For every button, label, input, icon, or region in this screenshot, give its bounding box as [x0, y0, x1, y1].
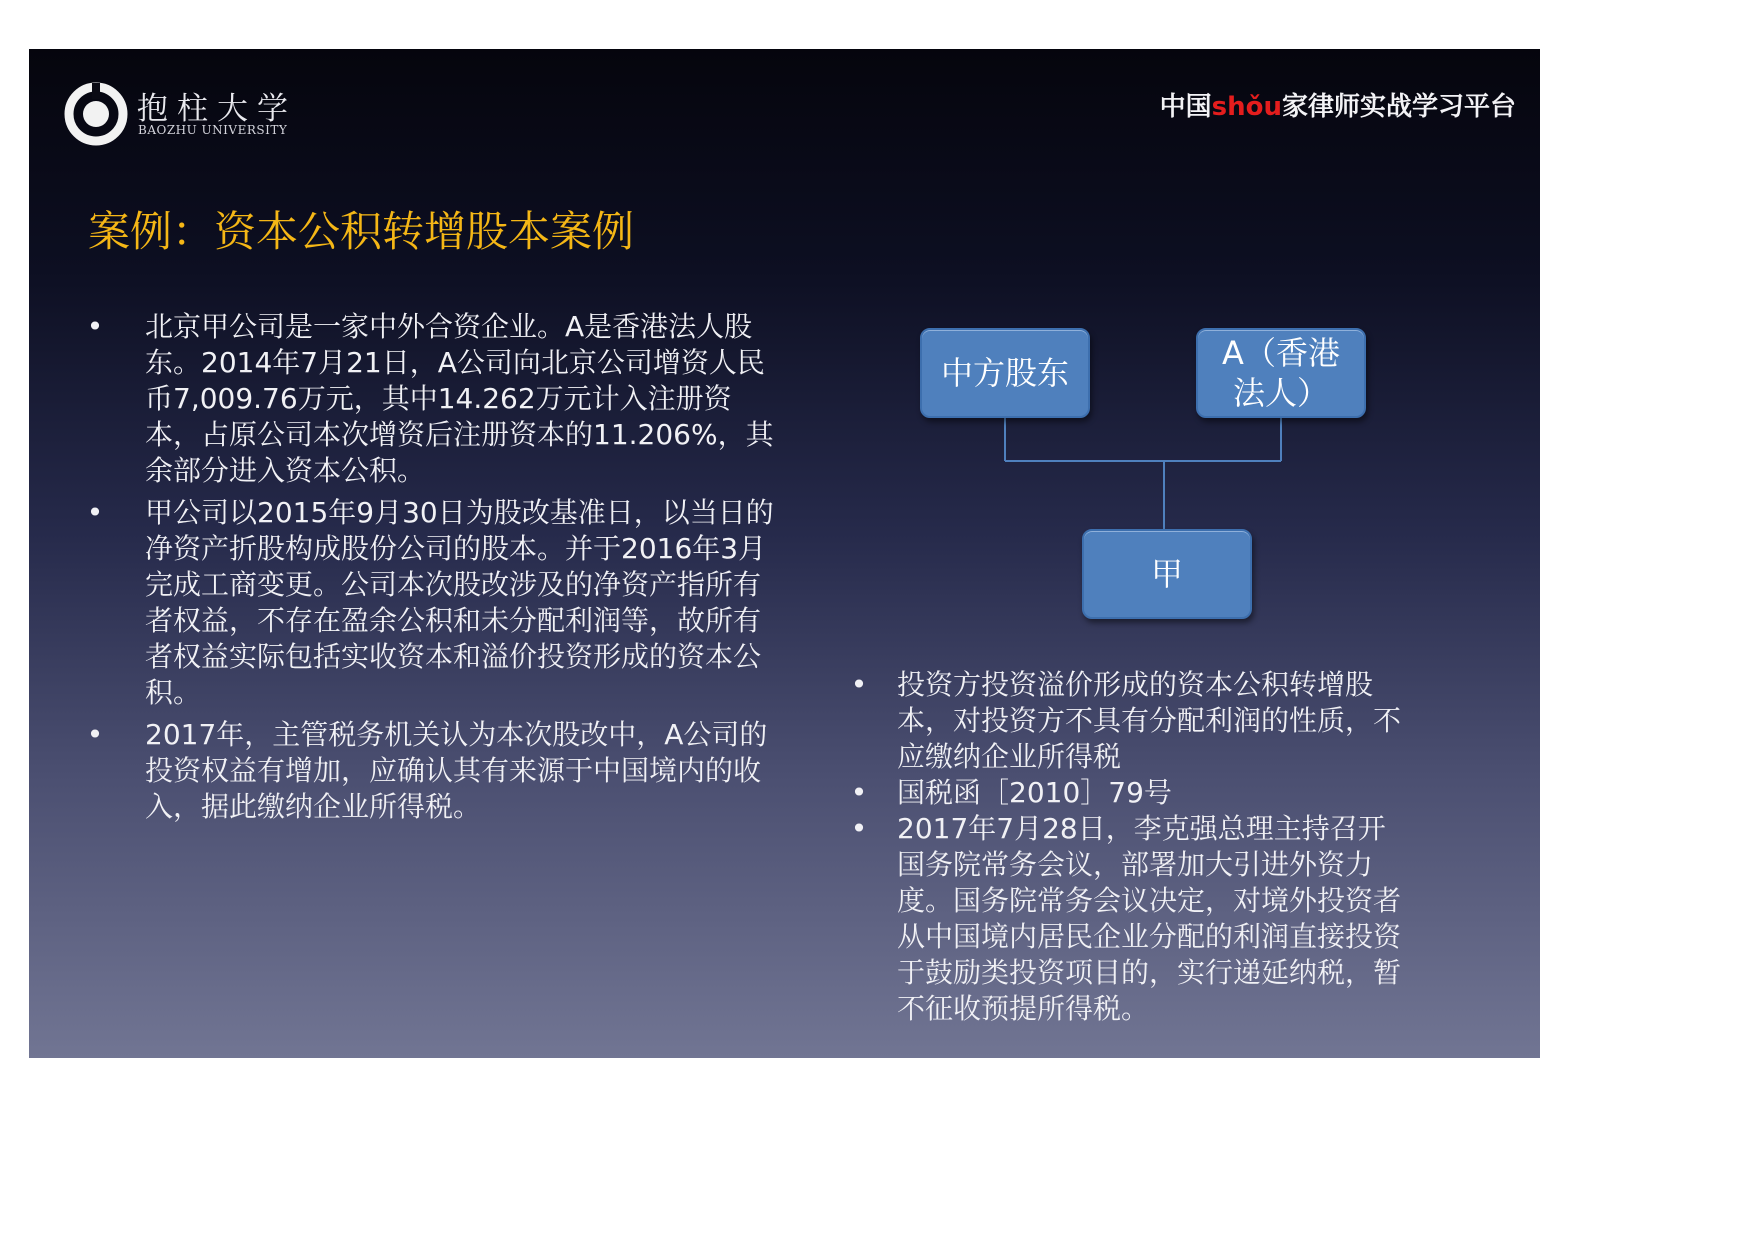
- shareholder-box-hk: [1196, 328, 1366, 418]
- list-item: [81, 495, 781, 711]
- list-item-text: 国税函［2010］79号: [897, 776, 1172, 809]
- list-item-text: 2017年，主管税务机关认为本次股改中，A公司的投资权益有增加，应确认其有来源于中国境内的收入，据此缴纳企业所得税。: [145, 718, 768, 823]
- shareholder-box-chinese-label: 中方股东: [940, 354, 1069, 392]
- platform-name: [1160, 86, 1516, 123]
- baozhu-logo-icon: [63, 81, 129, 147]
- bullet-icon: •: [850, 812, 868, 845]
- list-item: [843, 811, 1403, 1027]
- company-box-jia-label: 甲: [1150, 555, 1183, 593]
- tax-notes-list: [843, 667, 1403, 1027]
- shareholder-box-hk-label: A（香港法人）: [1222, 334, 1340, 412]
- bullet-icon: •: [86, 718, 104, 751]
- platform-text-prefix: 中国: [1159, 92, 1212, 122]
- list-item: [81, 717, 781, 825]
- list-item: [843, 775, 1403, 811]
- shareholder-box-chinese: [920, 328, 1090, 418]
- list-item-text: 甲公司以2015年9月30日为股改基准日，以当日的净资产折股构成股份公司的股本。并于2016年3月完成工商变更。公司本次股改涉及的净资产指所有者权益，不存在盈余公积和未分配利润等，故所有者权益实际包括实收资本和溢价投资形成的资本公积。: [145, 496, 774, 709]
- logo-english-name: BAOZHU UNIVERSITY: [138, 123, 288, 137]
- company-box-jia: [1082, 529, 1252, 619]
- slide-title: 案例：资本公积转增股本案例: [88, 207, 635, 256]
- university-logo: [63, 81, 303, 151]
- list-item: [843, 667, 1403, 775]
- case-facts-list: [81, 309, 781, 831]
- bullet-icon: •: [86, 496, 104, 529]
- bullet-icon: •: [86, 310, 104, 343]
- logo-chinese-name: 抱柱大学: [137, 91, 297, 127]
- slide: [29, 49, 1540, 1058]
- platform-text-suffix: 家律师实战学习平台: [1281, 92, 1516, 122]
- list-item-text: 2017年7月28日，李克强总理主持召开国务院常务会议，部署加大引进外资力度。国务院常务会议决定，对境外投资者从中国境内居民企业分配的利润直接投资于鼓励类投资项目的，实行递延纳税，暂不征收预提所得税。: [897, 812, 1402, 1025]
- list-item-text: 北京甲公司是一家中外合资企业。A是香港法人股东。2014年7月21日，A公司向北京公司增资人民币7,009.76万元，其中14.262万元计入注册资本，占原公司本次增资后注册资本的11.206%，其余部分进入资本公积。: [145, 310, 774, 487]
- bullet-icon: •: [850, 776, 868, 809]
- list-item-text: 投资方投资溢价形成的资本公积转增股本，对投资方不具有分配利润的性质，不应缴纳企业所得税: [897, 668, 1402, 773]
- bullet-icon: •: [850, 668, 868, 701]
- list-item: [81, 309, 781, 489]
- platform-text-accent: shǒu: [1211, 92, 1282, 122]
